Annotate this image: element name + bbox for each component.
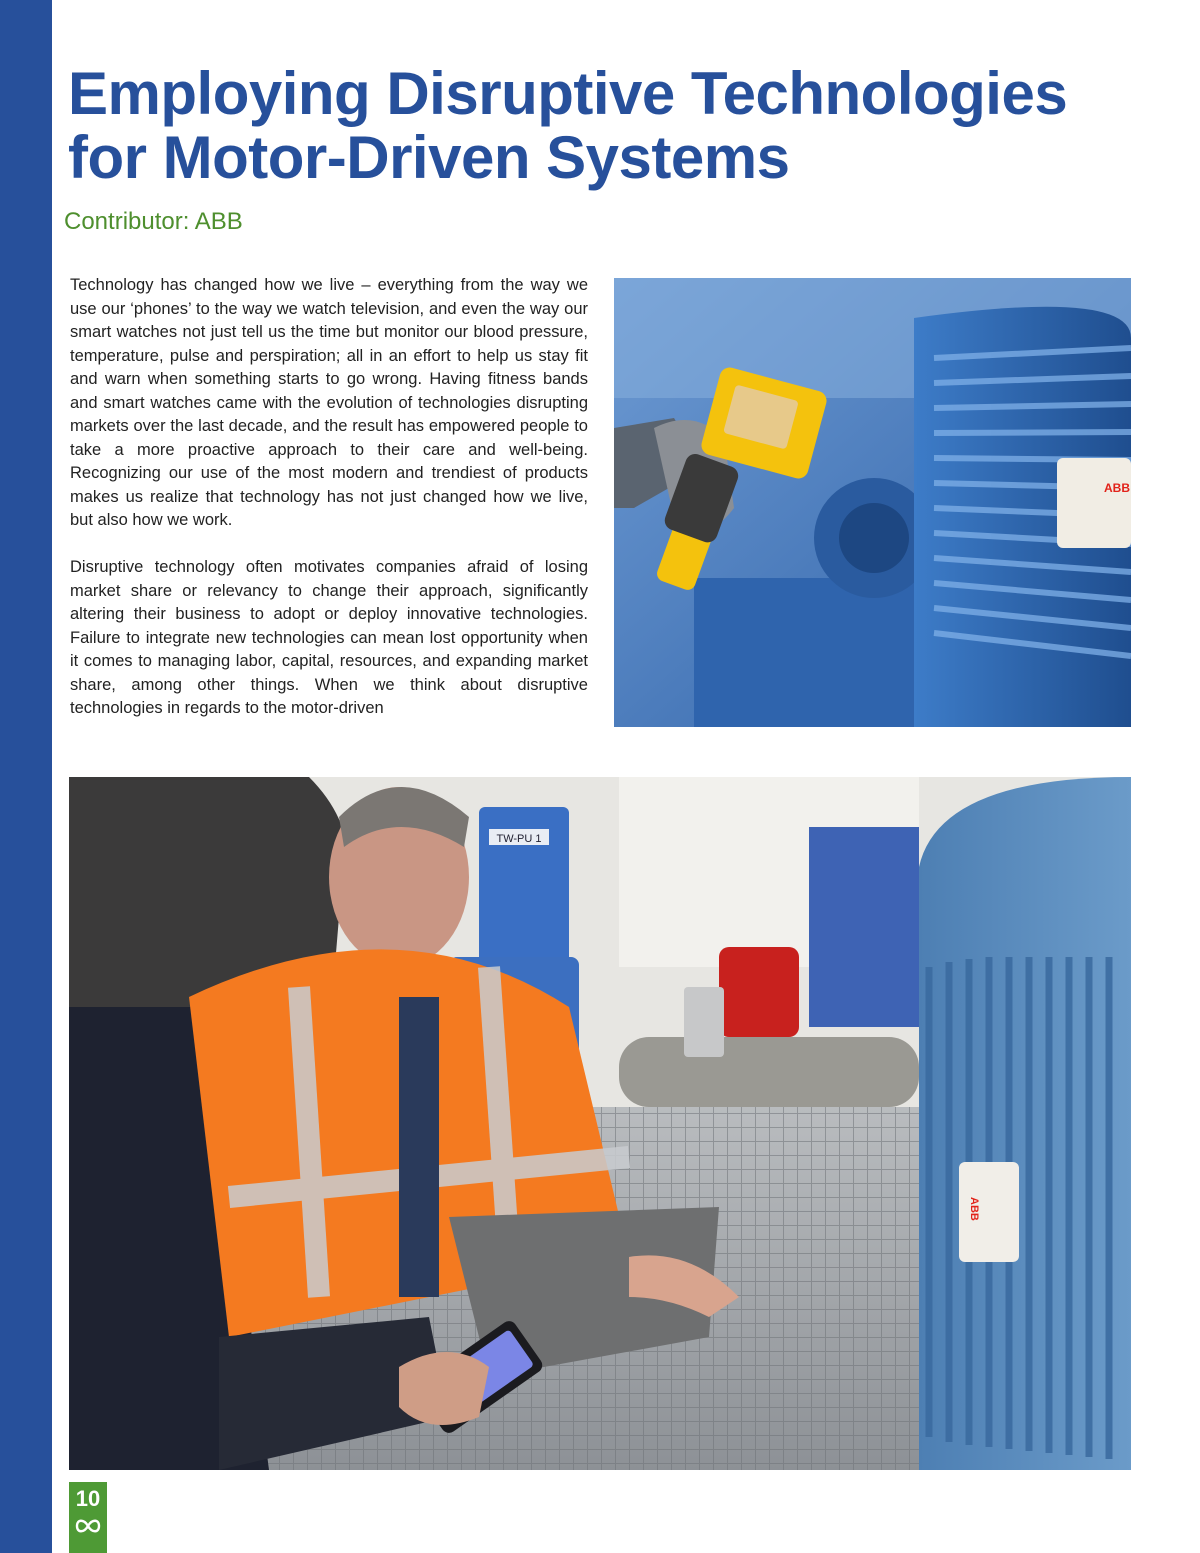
infinity-loop-icon — [74, 1516, 102, 1536]
sensor-abb-logo: ABB — [968, 1197, 980, 1221]
paragraph-1: Technology has changed how we live – everything from the way we use our ‘phones’ to the way we watch television, and even the way our smart watches not just tell us the time but monitor our blood pressure, temperature, pulse and perspiration; all in an effort to help us stay fit and warn when something starts to go wrong. Having fitness bands and smart watches came with the evolution of technologies disrupting markets over the last decade, and the result has empowered people to take a more proactive approach to their care and well-being. Recognizing our use of the most modern and trendiest of products makes us realize that technology has not just changed how we live, but also how we work. — [70, 276, 588, 529]
photo-thermal-inspection — [614, 278, 1131, 727]
page-number: 10 — [75, 1486, 101, 1511]
title-line-1: Employing Disruptive Technologies — [68, 60, 1068, 127]
page-number-badge — [69, 1482, 107, 1553]
photo-engineers-smartphone — [69, 777, 1131, 1470]
article-title — [68, 62, 1168, 190]
contributor-line: Contributor: ABB — [64, 208, 243, 235]
paragraph-2: Disruptive technology often motivates companies afraid of losing market share or relevancy to change their approach, significantly altering their business to adopt or deploy innovative technologies. Failure to integrate new technologies can mean lost opportunity when it comes to managing labor, capital, resources, and expanding market share, among other things. When we think about disruptive technologies in regards to the motor-driven — [70, 558, 588, 717]
side-accent-bar — [0, 0, 52, 1553]
pump-tag-label: TW-PU 1 — [496, 833, 542, 845]
top-photo-abb-logo: ABB — [1104, 481, 1130, 495]
title-line-2: for Motor-Driven Systems — [68, 124, 790, 191]
article-body — [70, 274, 588, 744]
